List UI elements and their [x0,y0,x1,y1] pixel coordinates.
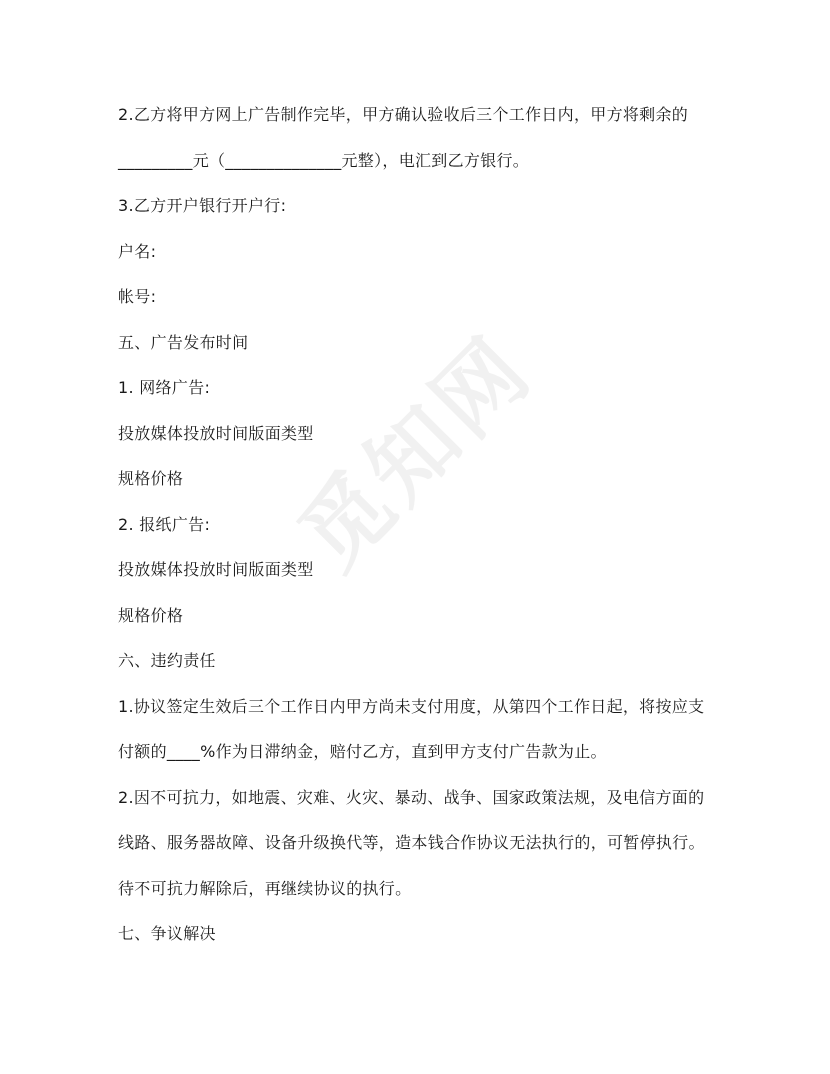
watermark-logo: 觅知网 [279,316,552,589]
section-heading-6: 六、违约责任 [118,651,216,670]
breach-clause-2-line-3: 待不可抗力解除后，再继续协议的执行。 [118,878,412,898]
breach-clause-2-line-1: 2.因不可抗力，如地震、灾难、火灾、暴动、战争、国家政策法规，及电信方面的 [118,787,705,807]
newspaper-ads-columns-2: 规格价格 [118,605,184,625]
payment-clause-2-line-2: _________元（______________元整），电汇到乙方银行。 [118,150,530,170]
online-ads-columns-2: 规格价格 [118,469,184,488]
newspaper-ads-heading: 2. 报纸广告: [118,514,211,534]
newspaper-ads-columns-1: 投放媒体投放时间版面类型 [118,560,314,579]
section-heading-5: 五、广告发布时间 [118,332,249,352]
breach-clause-1-line-2: 付额的____%作为日滞纳金，赔付乙方，直到甲方支付广告款为止。 [118,742,607,761]
payment-clause-2-line-1: 2.乙方将甲方网上广告制作完毕，甲方确认验收后三个工作日内，甲方将剩余的 [118,105,689,124]
account-number-field: 帐号: [118,287,157,306]
document-body [118,98,718,963]
online-ads-columns-1: 投放媒体投放时间版面类型 [118,423,314,443]
breach-clause-2-line-2: 线路、服务器故障、设备升级换代等，造本钱合作协议无法执行的，可暂停执行。 [118,833,705,852]
section-heading-7: 七、争议解决 [118,924,216,943]
account-name-field: 户名: [118,241,157,261]
online-ads-heading: 1. 网络广告: [118,378,211,397]
breach-clause-1-line-1: 1.协议签定生效后三个工作日内甲方尚未支付用度，从第四个工作日起，将按应支 [118,696,705,716]
payment-clause-3: 3.乙方开户银行开户行: [118,196,287,215]
